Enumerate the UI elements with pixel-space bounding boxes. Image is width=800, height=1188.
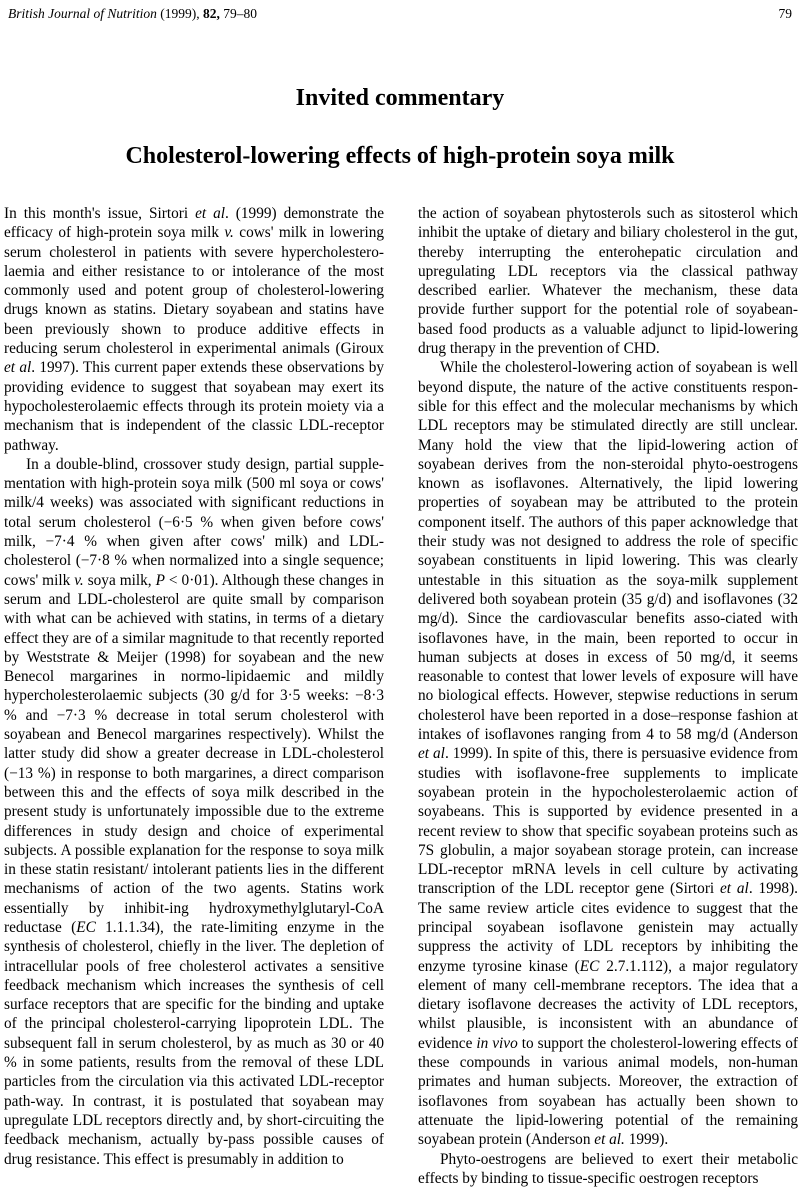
paragraph: In a double-blind, crossover study design, partial supple-mentation with high-protein soya milk (500 ml soya or cows' milk/4 weeks) was associated with significant reductions in total serum cholesterol (−6·5 % when given before cows' milk, −7·4 % when given after cows' milk) and LDL-cholesterol (−7·8 % when normalized into a single sequence; cows' milk v. soya milk, P < 0·01). Although these changes in serum and LDL-cholesterol are quite small by comparison with what can be achieved with statins, in terms of a dietary effect they are of a similar magnitude to that recently reported by Weststrate & Meijer (1998) for soyabean and the new Benecol margarines in normo-lipidaemic and mildly hypercholesterolaemic subjects (30 g/d for 3·5 weeks: −8·3 % and −7·3 % decrease in total serum cholesterol with soyabean and Benecol margarines respectively). Whilst the latter study did show a greater decrease in LDL-cholesterol (−13 %) in response to both margarines, a direct comparison between this and the effects of soya milk described in the present study is unfortunately impossible due to the extreme differences in study design and choice of experimental subjects. A possible explanation for the response to soya milk in these statin resistant/ intolerant patients lies in the different mechanisms of action of the two agents. Statins work essentially by inhibit-ing hydroxymethylglutaryl-CoA reductase (EC 1.1.1.34), the rate-limiting enzyme in the synthesis of cholesterol, chiefly in the liver. The depletion of intracellular pools of free cholesterol activates a sensitive feedback mechanism which increases the synthesis of cell surface receptors that are specific for the binding and uptake of the principal cholesterol-carrying lipoprotein LDL. The subsequent fall in serum cholesterol, by as much as 30 or 40 % in some patients, results from the removal of these LDL particles from the circulation via this activated LDL-receptor path-way. In contrast, it is postulated that soyabean may upregulate LDL receptors directly and, by short-circuiting the feedback mechanism, actually by-pass possible causes of drug resistance. This effect is presumably in addition to	[4, 455, 384, 1168]
article-kicker: Invited commentary	[295, 85, 505, 111]
page-number: 79	[778, 6, 792, 21]
paragraph-continued: the action of soyabean phytosterols such as sitosterol which inhibit the uptake of dietary and biliary cholesterol in the gut, thereby interrupting the enterohepatic circulation and upregulating LDL receptors via the classical pathway described earlier. Whatever the mechanism, these data provide further support for the potential role of soyabean-based food products as a valuable adjunct to lipid-lowering drug therapy in the prevention of CHD.	[418, 205, 798, 358]
journal-pages: 79–80	[223, 6, 258, 21]
paragraph: Phyto-oestrogens are believed to exert their metabolic effects by binding to tissue-specific oestrogen receptors	[418, 1150, 798, 1187]
journal-year: (1999),	[160, 6, 200, 21]
paragraph: In this month's issue, Sirtori et al. (1999) demonstrate the efficacy of high-protein soya milk v. cows' milk in lowering serum cholesterol in patients with severe hypercholestero-laemia and either resistance to or intolerance of the most commonly used and potent group of cholesterol-lowering drugs known as statins. Dietary soyabean and statins have been previously shown to produce additive effects in reducing serum cholesterol in experimental animals (Giroux et al. 1997). This current paper extends these observations by providing evidence to suggest that soyabean may exert its hypocholesterolaemic effects through its protein moiety via a mechanism that is independent of the classic LDL-receptor pathway.	[4, 205, 384, 454]
left-column	[4, 204, 384, 1169]
journal-name: British Journal of Nutrition	[8, 6, 157, 21]
article-title: Cholesterol-lowering effects of high-protein soya milk	[125, 143, 675, 169]
running-head	[8, 6, 792, 22]
right-column	[418, 204, 798, 1188]
paragraph: While the cholesterol-lowering action of soyabean is well beyond dispute, the nature of the active constituents respon-sible for this effect and the molecular mechanisms by which LDL receptors may be stimulated directly are still unclear. Many hold the view that the lipid-lowering action of soyabean derives from the non-steroidal phyto-oestrogens known as isoflavones. Alternatively, the lipid lowering properties of soyabean may be attributed to the protein component itself. The authors of this paper acknowledge that their study was not designed to address the role of specific soyabean constituents in lipid lowering. This was clearly untestable in this situation as the soya-milk supplement delivered both soyabean protein (35 g/d) and isoflavones (32 mg/d). Since the cardiovascular benefits asso-ciated with isoflavones have, in the main, been reported to occur in human subjects at doses in excess of 50 mg/d, it seems reasonable to contest that lower levels of exposure will have no biological effects. However, stepwise reductions in serum cholesterol have been reported in a dose–response fashion at intakes of isoflavones ranging from 4 to 58 mg/d (Anderson et al. 1999). In spite of this, there is persuasive evidence from studies with isoflavone-free supplements to implicate soyabean protein in the hypocholesterolaemic action of soyabeans. This is supported by evidence presented in a recent review to show that specific soyabean proteins such as 7S globulin, a major soyabean storage protein, can increase LDL-receptor mRNA levels in cell culture by activating transcription of the LDL receptor gene (Sirtori et al. 1998). The same review article cites evidence to suggest that the principal soyabean isoflavone genistein may actually suppress the activity of LDL receptors by inhibiting the enzyme tyrosine kinase (EC 2.7.1.112), a major regulatory element of many cell-membrane receptors. The idea that a dietary isoflavone decreases the activity of LDL receptors, whilst plausible, is inconsistent with an abundance of evidence in vivo to support the cholesterol-lowering effects of these compounds in various animal models, non-human primates and human subjects. Moreover, the extraction of isoflavones from soyabean has actually been shown to attenuate the lipid-lowering potential of the remaining soyabean protein (Anderson et al. 1999).	[418, 359, 799, 1149]
journal-volume: 82,	[203, 6, 220, 21]
